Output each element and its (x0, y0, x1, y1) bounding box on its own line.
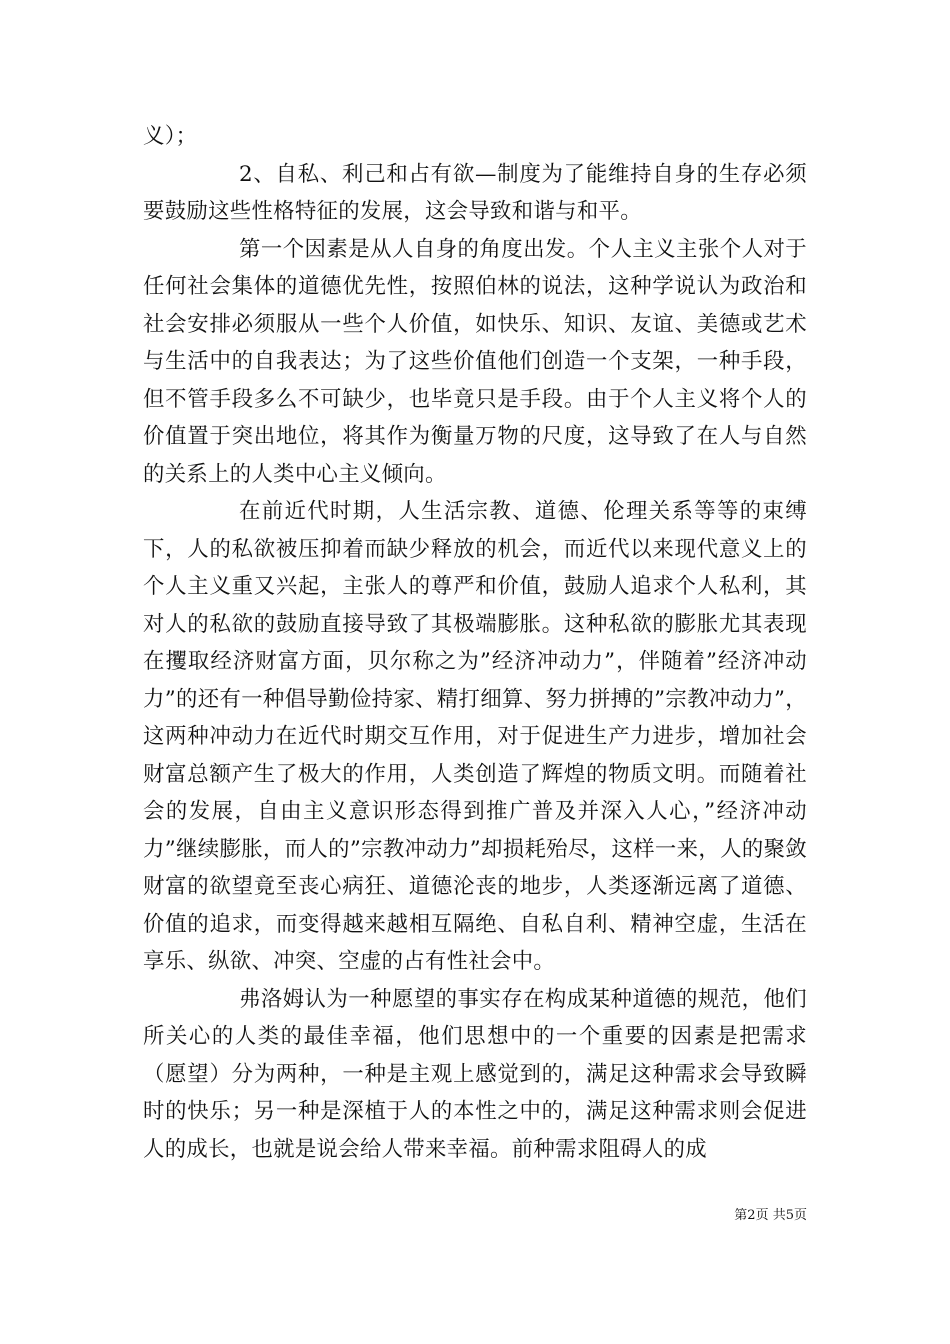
page-suffix: 页 (793, 1208, 807, 1223)
document-body (143, 118, 807, 1168)
page-total: 5 (785, 1208, 794, 1223)
paragraph-continuation: 义）； (143, 124, 198, 149)
page-number-footer (734, 1204, 807, 1223)
page-middle: 页 共 (755, 1208, 786, 1223)
paragraph-first-factor: 第一个因素是从人自身的角度出发。个人主义主张个人对于任何社会集体的道德优先性，按照伯林的说法，这种学说认为政治和社会安排必须服从一些个人价值，如快乐、知识、友谊、美德或艺术与生活中的自我表达；为了这些价值他们创造一个支架，一种手段，但不管手段多么不可缺少，也毕竟只是手段。由于个人主义将个人的价值置于突出地位，将其作为衡量万物的尺度，这导致了在人与自然的关系上的人类中心主义倾向。 (143, 236, 807, 487)
paragraph-fromm: 弗洛姆认为一种愿望的事实存在构成某种道德的规范，他们所关心的人类的最佳幸福，他们思想中的一个重要的因素是把需求（愿望）分为两种，一种是主观上感觉到的，满足这种需求会导致瞬时的快乐；另一种是深植于人的本性之中的，满足这种需求则会促进人的成长，也就是说会给人带来幸福。前种需求阻碍人的成 (143, 986, 807, 1162)
paragraph-item-2: 2、自私、利己和占有欲—制度为了能维持自身的生存必须要鼓励这些性格特征的发展，这会导致和谐与和平。 (143, 161, 807, 224)
page-prefix: 第 (734, 1208, 748, 1223)
paragraph-pre-modern: 在前近代时期，人生活宗教、道德、伦理关系等等的束缚下，人的私欲被压抑着而缺少释放的机会，而近代以来现代意义上的个人主义重又兴起，主张人的尊严和价值，鼓励人追求个人私利，其对人的私欲的鼓励直接导致了其极端膨胀。这种私欲的膨胀尤其表现在攫取经济财富方面，贝尔称之为”经济冲动力”，伴随着”经济冲动力”的还有一种倡导勤俭持家、精打细算、努力拼搏的”宗教冲动力”，这两种冲动力在近代时期交互作用，对于促进生产力进步，增加社会财富总额产生了极大的作用，人类创造了辉煌的物质文明。而随着社会的发展，自由主义意识形态得到推广普及并深入人心，”经济冲动力”继续膨胀，而人的”宗教冲动力”却损耗殆尽，这样一来，人的聚敛财富的欲望竟至丧心病狂、道德沦丧的地步，人类逐渐远离了道德、价值的追求，而变得越来越相互隔绝、自私自利、精神空虚，生活在享乐、纵欲、冲突、空虚的占有性社会中。 (143, 499, 807, 974)
page-current: 2 (747, 1208, 756, 1223)
